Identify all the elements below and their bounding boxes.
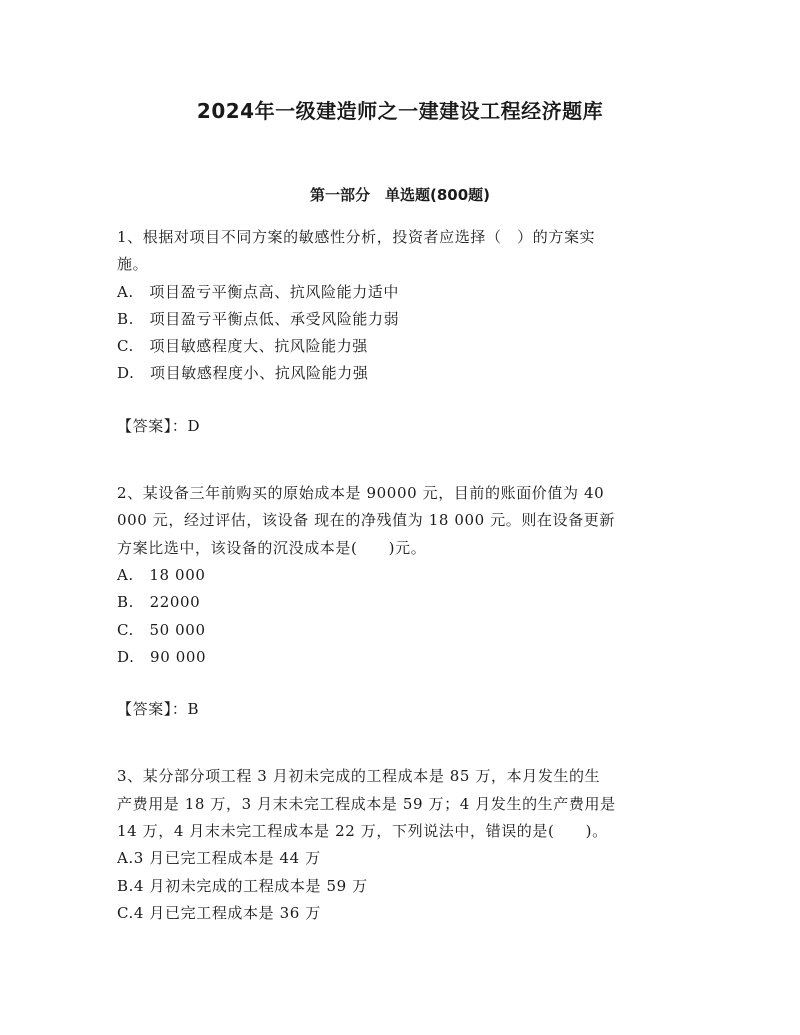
question-1-stem bbox=[117, 224, 692, 279]
section-heading: 第一部分 单选题(800题) bbox=[309, 186, 491, 204]
stem-line: 1、根据对项目不同方案的敏感性分析，投资者应选择（ ）的方案实 bbox=[117, 228, 596, 246]
question-1 bbox=[117, 224, 692, 480]
question-2-options bbox=[117, 562, 692, 671]
question-1-answer: 【答案】：D bbox=[117, 416, 201, 435]
question-3 bbox=[117, 763, 692, 927]
option-c: C. 项目敏感程度大、抗风险能力强 bbox=[117, 337, 368, 356]
question-3-stem bbox=[117, 763, 692, 845]
option-c: C. 50 000 bbox=[117, 620, 206, 639]
option-a: A. 18 000 bbox=[117, 565, 206, 584]
question-2-stem bbox=[117, 480, 692, 562]
question-2 bbox=[117, 480, 692, 763]
option-b: B. 22000 bbox=[117, 593, 201, 612]
stem-line: 000 元，经过评估，该设备 现在的净残值为 18 000 元。则在设备更新 bbox=[117, 511, 615, 530]
option-a: A.3 月已完工程成本是 44 万 bbox=[117, 849, 321, 868]
document-title: 2024年一级建造师之一建建设工程经济题库 bbox=[196, 99, 604, 123]
option-a: A. 项目盈亏平衡点高、抗风险能力适中 bbox=[117, 282, 400, 301]
option-c: C.4 月已完工程成本是 36 万 bbox=[117, 903, 321, 922]
option-b: B.4 月初未完成的工程成本是 59 万 bbox=[117, 876, 368, 895]
option-d: D. 项目敏感程度小、抗风险能力强 bbox=[117, 364, 369, 383]
stem-line: 2、某设备三年前购买的原始成本是 90000 元，目前的账面价值为 40 bbox=[117, 484, 605, 503]
stem-line: 产费用是 18 万，3 月末未完工程成本是 59 万；4 月发生的生产费用是 bbox=[117, 794, 616, 813]
question-1-options bbox=[117, 279, 692, 388]
question-3-options bbox=[117, 845, 692, 927]
stem-line: 14 万，4 月末未完工程成本是 22 万，下列说法中，错误的是( )。 bbox=[117, 822, 608, 841]
stem-line: 3、某分部分项工程 3 月初未完成的工程成本是 85 万，本月发生的生 bbox=[117, 767, 601, 786]
option-b: B. 项目盈亏平衡点低、承受风险能力弱 bbox=[117, 309, 400, 328]
question-2-answer: 【答案】：B bbox=[117, 700, 200, 719]
stem-line: 施。 bbox=[117, 255, 149, 274]
option-d: D. 90 000 bbox=[117, 647, 207, 666]
question-list bbox=[117, 224, 692, 927]
stem-line: 方案比选中，该设备的沉没成本是( )元。 bbox=[117, 538, 427, 557]
